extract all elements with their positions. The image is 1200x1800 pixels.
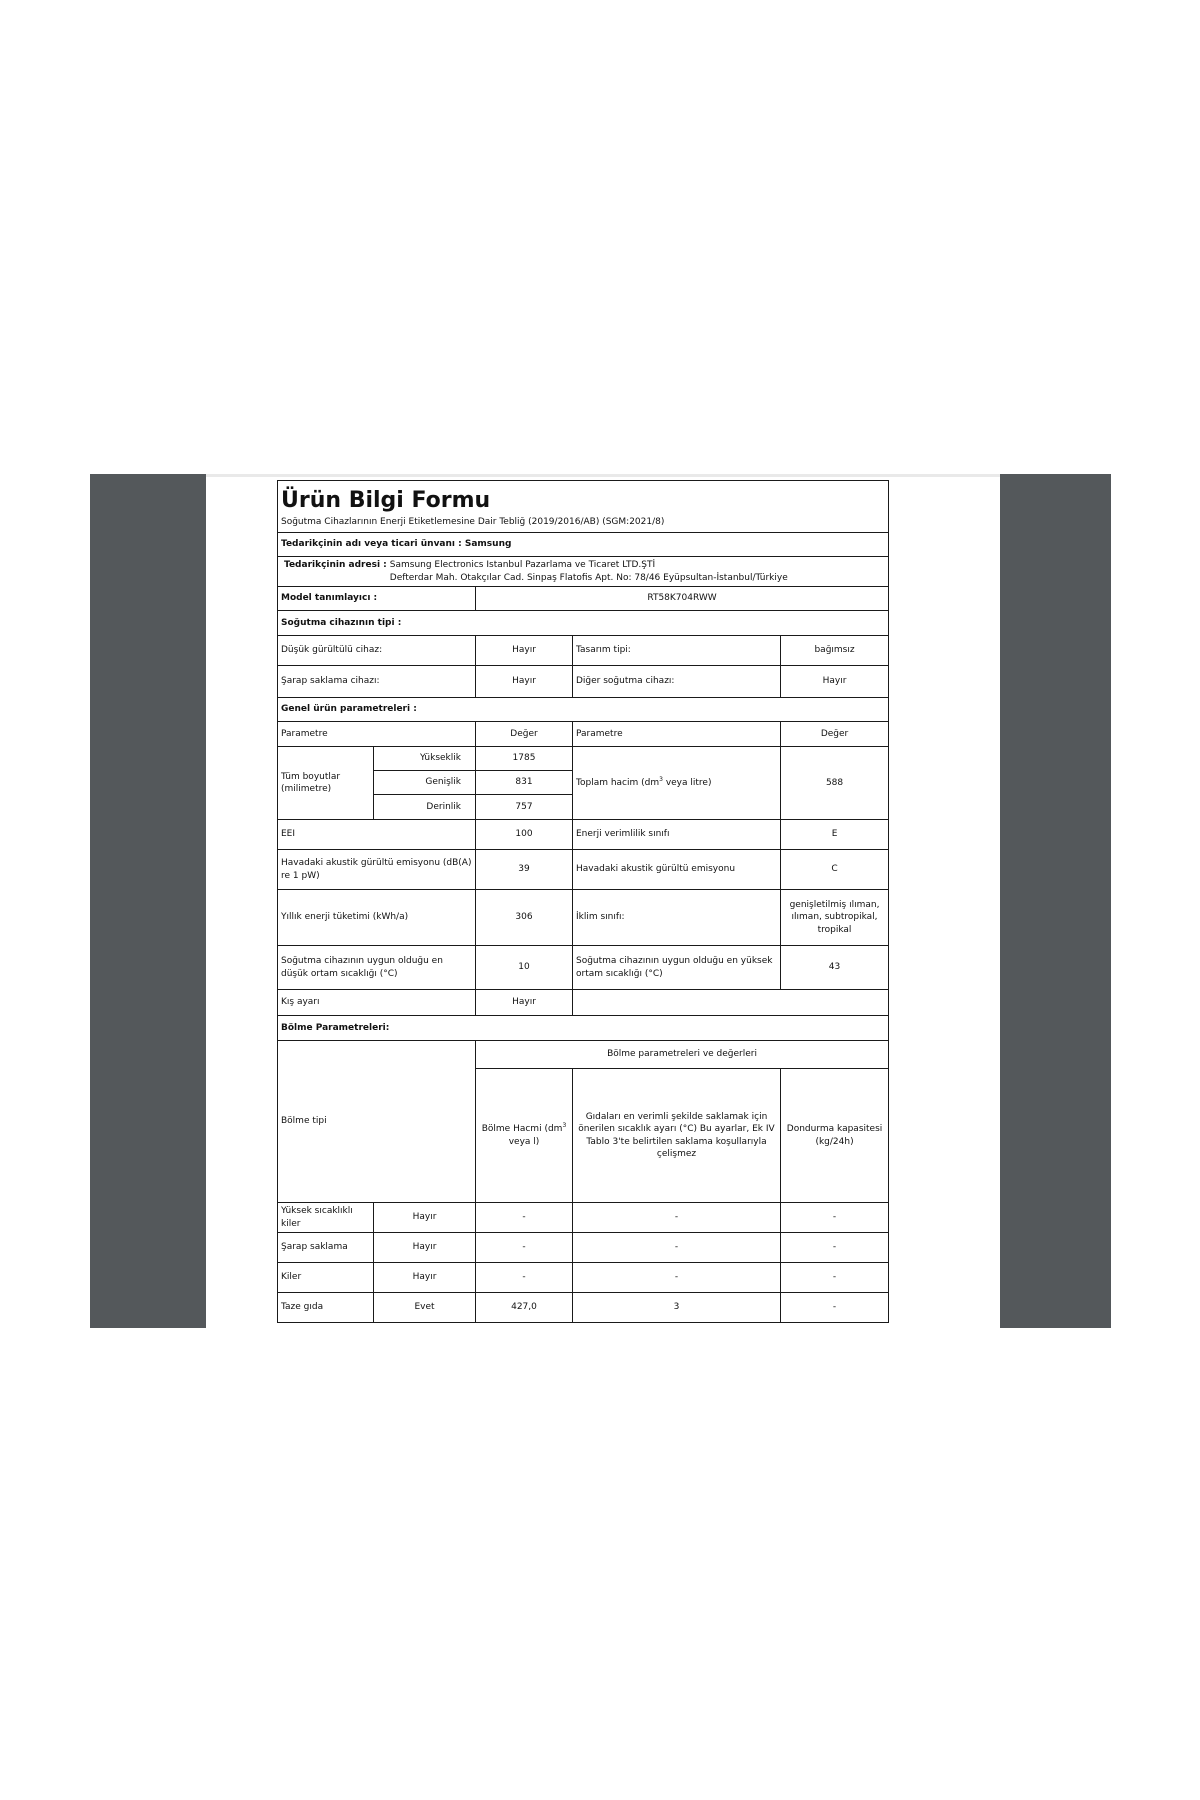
climate-class-value: genişletilmiş ılıman, ılıman, subtropikal, tropikal (781, 890, 889, 946)
annual-energy-label: Yıllık enerji tüketimi (kWh/a) (278, 890, 476, 946)
wine-storage-label: Şarap saklama cihazı: (278, 666, 476, 698)
compartment-name: Yüksek sıcaklıklı kiler (278, 1203, 374, 1233)
design-type-label: Tasarım tipi: (573, 636, 781, 666)
energy-class-label: Enerji verimlilik sınıfı (573, 820, 781, 850)
compartment-volume: 427,0 (476, 1293, 573, 1323)
model-value: RT58K704RWW (476, 587, 889, 611)
compartment-row (278, 1203, 889, 1233)
param-column-header-2: Parametre (573, 722, 781, 747)
low-noise-label: Düşük gürültülü cihaz: (278, 636, 476, 666)
compartment-present: Hayır (374, 1233, 476, 1263)
climate-class-label: İklim sınıfı: (573, 890, 781, 946)
compartment-freeze: - (781, 1233, 889, 1263)
max-temp-label: Soğutma cihazının uygun olduğu en yüksek ortam sıcaklığı (°C) (573, 946, 781, 990)
width-label: Genişlik (374, 771, 476, 795)
width-value: 831 (476, 771, 573, 795)
form-header-cell (278, 481, 889, 533)
depth-label: Derinlik (374, 795, 476, 820)
winter-setting-value: Hayır (476, 990, 573, 1016)
other-device-value: Hayır (781, 666, 889, 698)
compartment-present: Hayır (374, 1263, 476, 1293)
param-column-header: Parametre (278, 722, 476, 747)
total-volume-value: 588 (781, 747, 889, 820)
supplier-name: Tedarikçinin adı veya ticari ünvanı : Samsung (278, 533, 889, 557)
supplier-address-line-1: Samsung Electronics Istanbul Pazarlama ve Ticaret LTD.ŞTİ (389, 560, 656, 571)
noise-emission-label: Havadaki akustik gürültü emisyonu (dB(A) re 1 pW) (278, 850, 476, 890)
compartment-volume: - (476, 1263, 573, 1293)
supplier-address-cell (278, 557, 889, 587)
compartment-present: Hayır (374, 1203, 476, 1233)
compartment-name: Şarap saklama (278, 1233, 374, 1263)
depth-value: 757 (476, 795, 573, 820)
compartment-name: Kiler (278, 1263, 374, 1293)
freezing-capacity-header: Dondurma kapasitesi (kg/24h) (781, 1069, 889, 1203)
compartment-type-header: Bölme tipi (278, 1041, 476, 1203)
total-volume-label: Toplam hacim ($dm^3$ veya litre) (573, 747, 781, 820)
supplier-address-line-2: Defterdar Mah. Otakçılar Cad. Sinpaş Flatofis Apt. No: 78/46 Eyüpsultan-İstanbul/Türkiye (389, 572, 788, 583)
compartment-volume: - (476, 1203, 573, 1233)
empty-cell (573, 990, 889, 1016)
product-information-form (277, 480, 889, 1323)
design-type-value: bağımsız (781, 636, 889, 666)
page-top-edge (206, 474, 1000, 477)
form-title: Ürün Bilgi Formu (281, 487, 491, 513)
min-temp-value: 10 (476, 946, 573, 990)
compartment-row (278, 1263, 889, 1293)
compartment-row (278, 1293, 889, 1323)
supplier-address-label: Tedarikçinin adresi : (284, 560, 387, 571)
compartment-volume-header: Bölme Hacmi ($dm^3$ veya l) (476, 1069, 573, 1203)
winter-setting-label: Kış ayarı (278, 990, 476, 1016)
general-parameters-heading: Genel ürün parametreleri : (278, 698, 889, 722)
value-column-header-2: Değer (781, 722, 889, 747)
device-type-heading: Soğutma cihazının tipi : (278, 611, 889, 636)
compartment-temp: 3 (573, 1293, 781, 1323)
eei-label: EEI (278, 820, 476, 850)
form-subtitle: Soğutma Cihazlarının Enerji Etiketlemesine Dair Tebliğ (2019/2016/AB) (SGM:2021/8) (281, 517, 665, 528)
compartment-temp: - (573, 1203, 781, 1233)
compartment-parameters-heading: Bölme Parametreleri: (278, 1016, 889, 1041)
energy-class-value: E (781, 820, 889, 850)
compartment-present: Evet (374, 1293, 476, 1323)
other-device-label: Diğer soğutma cihazı: (573, 666, 781, 698)
document-page[interactable] (206, 474, 1000, 1328)
wine-storage-value: Hayır (476, 666, 573, 698)
compartment-volume: - (476, 1233, 573, 1263)
compartment-temp: - (573, 1233, 781, 1263)
compartment-temp: - (573, 1263, 781, 1293)
compartment-freeze: - (781, 1263, 889, 1293)
eei-value: 100 (476, 820, 573, 850)
compartment-name: Taze gıda (278, 1293, 374, 1323)
annual-energy-value: 306 (476, 890, 573, 946)
dimensions-label: Tüm boyutlar (milimetre) (278, 747, 374, 820)
compartment-freeze: - (781, 1293, 889, 1323)
compartment-freeze: - (781, 1203, 889, 1233)
max-temp-value: 43 (781, 946, 889, 990)
model-label: Model tanımlayıcı : (278, 587, 476, 611)
low-noise-value: Hayır (476, 636, 573, 666)
min-temp-label: Soğutma cihazının uygun olduğu en düşük ortam sıcaklığı (°C) (278, 946, 476, 990)
height-value: 1785 (476, 747, 573, 771)
compartment-row (278, 1233, 889, 1263)
noise-class-value: C (781, 850, 889, 890)
recommended-temp-header: Gıdaları en verimli şekilde saklamak için önerilen sıcaklık ayarı (°C) Bu ayarlar, Ek IV Tablo 3'te belirtilen saklama koşullarıyla çelişmez (573, 1069, 781, 1203)
noise-emission-value: 39 (476, 850, 573, 890)
noise-class-label: Havadaki akustik gürültü emisyonu (573, 850, 781, 890)
value-column-header: Değer (476, 722, 573, 747)
compartment-values-group-header: Bölme parametreleri ve değerleri (476, 1041, 889, 1069)
height-label: Yükseklik (374, 747, 476, 771)
